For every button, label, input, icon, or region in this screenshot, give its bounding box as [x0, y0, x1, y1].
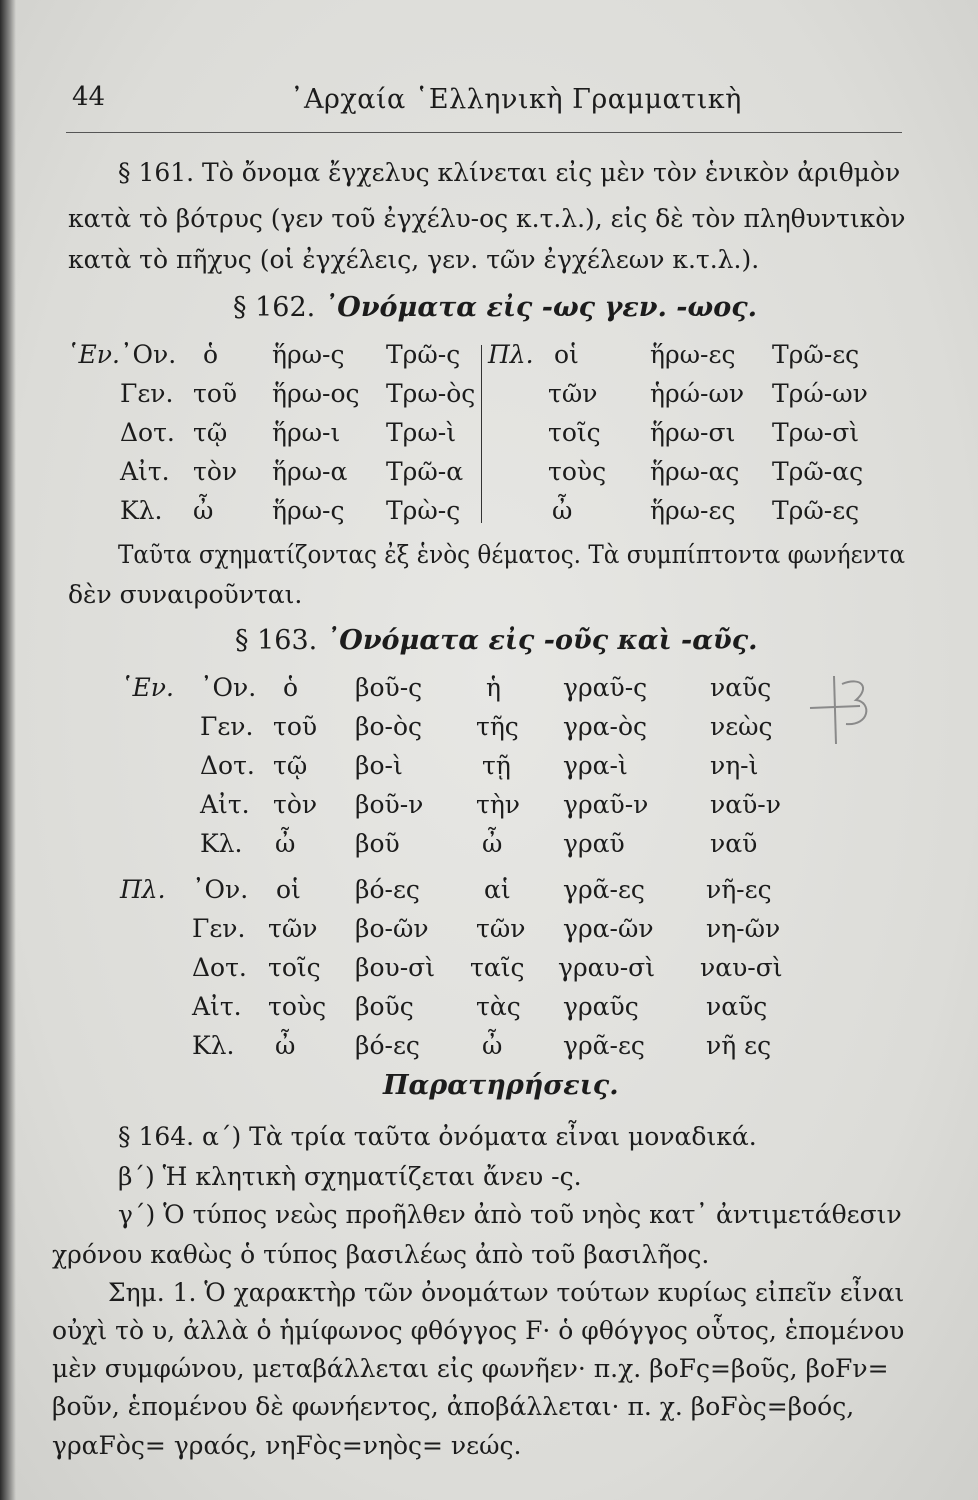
p164-line-1: § 164. α΄) Τὰ τρία ταῦτα ὀνόματα εἶναι μοναδικά. [118, 1122, 757, 1151]
article: τὴν [476, 790, 521, 819]
p161-line-3: κατὰ τὸ πῆχυς (οἱ ἐγχέλεις, γεν. τῶν ἐγχέλεων κ.τ.λ.). [68, 245, 760, 274]
form-graus: γρᾶ-ες [563, 1031, 645, 1060]
p164-line-3: γ΄) Ὁ τύπος νεὼς προῆλθεν ἀπὸ τοῦ νηὸς κατ᾿ ἀντιμετάθεσιν [118, 1200, 902, 1229]
plural-form-heros: ἥρω-ες [650, 496, 736, 525]
form-tros: Τρὼ-ς [386, 496, 461, 525]
article: τοὺς [268, 992, 327, 1021]
p164-line-4: χρόνου καθὼς ὁ τύπος βασιλέως ἀπὸ τοῦ βασιλῆος. [52, 1240, 710, 1269]
s162-note-line-1: Ταῦτα σχηματίζοντας ἐξ ἑνὸς θέματος. Τὰ συμπίπτοντα φωνήεντα [118, 540, 906, 569]
plural-label: Πλ. [120, 875, 166, 904]
article: τῷ [193, 418, 228, 447]
table-divider [481, 345, 482, 523]
case-label: ᾿Ον. [192, 875, 249, 904]
form-graus: γρα-ὶ [563, 751, 628, 780]
form-naus: νη-ῶν [706, 914, 781, 943]
section-162-number: § 162. [233, 292, 316, 323]
form-graus: γραῦς [563, 992, 639, 1021]
article: τοῦ [273, 712, 318, 741]
form-heros: ἥρω-ος [272, 379, 360, 408]
form-tros: Τρω-ὸς [386, 379, 476, 408]
case-label: Γεν. [200, 712, 254, 741]
singular-label: ῾Εν. [66, 340, 120, 369]
case-label: ᾿Ον. [200, 673, 257, 702]
article: ὁ [203, 340, 219, 369]
plural-form-heros: ἥρω-σι [650, 418, 736, 447]
plural-form-heros: ἥρω-ες [650, 340, 736, 369]
case-label: Αἰτ. [200, 790, 250, 819]
article: τοῖς [268, 953, 321, 982]
note1-line-1: Σημ. 1. Ὁ χαρακτὴρ τῶν ὀνομάτων τούτων κυρίως εἰπεῖν εἶναι [108, 1278, 905, 1307]
case-label: Δοτ. [200, 751, 255, 780]
plural-article: τῶν [548, 379, 598, 408]
form-naus: νεὼς [710, 712, 773, 741]
article: τὸν [273, 790, 318, 819]
form-naus: νῆ-ες [706, 875, 772, 904]
page-number: 44 [72, 82, 106, 112]
remarks-title: Παρατηρήσεις. [383, 1070, 619, 1101]
article: οἱ [276, 875, 301, 904]
article: τοῦ [193, 379, 238, 408]
plural-article: ὦ [552, 496, 573, 525]
note1-line-2: οὐχὶ τὸ υ, ἀλλὰ ὁ ἡμίφωνος φθόγγος F· ὁ φθόγγος οὗτος, ἑπομένου [52, 1316, 905, 1345]
case-label: Κλ. [192, 1031, 235, 1060]
section-162-heading [233, 292, 757, 323]
section-162-title: ᾿Ονόματα εἰς -ως γεν. -ωος. [323, 292, 758, 323]
form-graus: γρᾶ-ες [563, 875, 645, 904]
p161-line-2: κατὰ τὸ βότρυς (γεν τοῦ ἐγχέλυ-ος κ.τ.λ.), εἰς δὲ τὸν πληθυντικὸν [68, 204, 906, 233]
form-bous: βο-ὸς [355, 712, 423, 741]
plural-article: τοῖς [548, 418, 601, 447]
form-tros: Τρω-ὶ [386, 418, 457, 447]
note1-line-4: βοῦν, ἑπομένου δὲ φωνήεντος, ἀποβάλλεται· π. χ. βοFὸς=βοός, [52, 1392, 855, 1421]
plural-form-heros: ἡρώ-ων [650, 379, 745, 408]
case-label: Αἰτ. [192, 992, 242, 1021]
plural-label: Πλ. [488, 340, 534, 369]
form-bous: βοῦ-ς [355, 673, 423, 702]
form-graus: γραῦ-ν [563, 790, 649, 819]
form-naus: ναυ-σὶ [700, 953, 783, 982]
plural-article: τοὺς [548, 457, 607, 486]
plural-form-tros: Τρῶ-ας [772, 457, 864, 486]
running-title: ᾿Αρχαία ῾Ελληνικὴ Γραμματικὴ [290, 84, 742, 115]
form-heros: ἥρω-α [272, 457, 348, 486]
pencil-mark-icon [800, 666, 880, 746]
case-label: Αἰτ. [120, 457, 170, 486]
case-label: Κλ. [120, 496, 163, 525]
note1-line-3: μὲν συμφώνου, μεταβάλλεται εἰς φωνῆεν· π.χ. βοFς=βοῦς, βοFν= [52, 1354, 889, 1383]
case-label: Γεν. [192, 914, 246, 943]
article: ὦ [275, 829, 296, 858]
article: τῶν [268, 914, 318, 943]
plural-form-tros: Τρω-σὶ [772, 418, 860, 447]
form-naus: ναῦ-ν [710, 790, 781, 819]
form-graus: γραῦ [563, 829, 625, 858]
plural-form-tros: Τρῶ-ες [772, 340, 860, 369]
article: τῇ [482, 751, 511, 780]
form-bous: βο-ὶ [355, 751, 403, 780]
form-naus: ναῦς [710, 673, 772, 702]
section-163-heading [235, 625, 758, 656]
form-graus: γραυ-σὶ [558, 953, 656, 982]
article: αἱ [484, 875, 511, 904]
header-rule [66, 132, 902, 133]
case-label: Κλ. [200, 829, 243, 858]
case-label: Γεν. [120, 379, 174, 408]
article: τὸν [193, 457, 238, 486]
plural-form-tros: Τρώ-ων [772, 379, 868, 408]
form-naus: ναῦς [706, 992, 768, 1021]
form-heros: ἥρω-ς [272, 340, 345, 369]
form-graus: γρα-ῶν [563, 914, 654, 943]
s162-note-line-2: δὲν συναιροῦνται. [68, 580, 303, 609]
article: ταῖς [470, 953, 525, 982]
article: τῷ [273, 751, 308, 780]
plural-form-tros: Τρῶ-ες [772, 496, 860, 525]
form-graus: γραῦ-ς [563, 673, 648, 702]
form-tros: Τρῶ-ς [386, 340, 461, 369]
form-bous: βοῦ-ν [355, 790, 424, 819]
p161-line-1: § 161. Τὸ ὄνομα ἔγχελυς κλίνεται εἰς μὲν τὸν ἑνικὸν ἀριθμὸν [118, 158, 901, 187]
form-bous: βοῦ [355, 829, 400, 858]
case-label: Δοτ. [120, 418, 175, 447]
singular-label: ῾Εν. [120, 673, 174, 702]
article: ὦ [482, 829, 503, 858]
article: ὁ [283, 673, 299, 702]
article: ὦ [482, 1031, 503, 1060]
form-bous: βό-ες [355, 1031, 420, 1060]
article: τῶν [476, 914, 526, 943]
article: τὰς [476, 992, 521, 1021]
p164-line-2: β΄) Ἡ κλητικὴ σχηματίζεται ἄνευ -ς. [118, 1162, 582, 1191]
form-heros: ἥρω-ς [272, 496, 345, 525]
article: ἡ [486, 673, 501, 702]
form-tros: Τρῶ-α [386, 457, 464, 486]
case-label: Δοτ. [192, 953, 247, 982]
form-naus: νη-ὶ [710, 751, 759, 780]
form-bous: βοῦς [355, 992, 414, 1021]
form-bous: βο-ῶν [355, 914, 429, 943]
plural-article: οἱ [554, 340, 579, 369]
article: ὦ [193, 496, 214, 525]
note1-line-5: γραFὸς= γραός, νηFὸς=νηὸς= νεώς. [52, 1431, 522, 1460]
article: τῆς [476, 712, 519, 741]
form-naus: νῆ ες [706, 1031, 772, 1060]
article: ὦ [275, 1031, 296, 1060]
case-label: ᾿Ον. [120, 340, 177, 369]
plural-form-heros: ἥρω-ας [650, 457, 740, 486]
section-163-title: ᾿Ονόματα εἰς -οῦς καὶ -αῦς. [325, 625, 758, 656]
form-naus: ναῦ [710, 829, 758, 858]
form-bous: βου-σὶ [355, 953, 436, 982]
form-graus: γρα-ὸς [563, 712, 648, 741]
section-163-number: § 163. [235, 625, 318, 656]
form-heros: ἥρω-ι [272, 418, 341, 447]
form-bous: βό-ες [355, 875, 420, 904]
